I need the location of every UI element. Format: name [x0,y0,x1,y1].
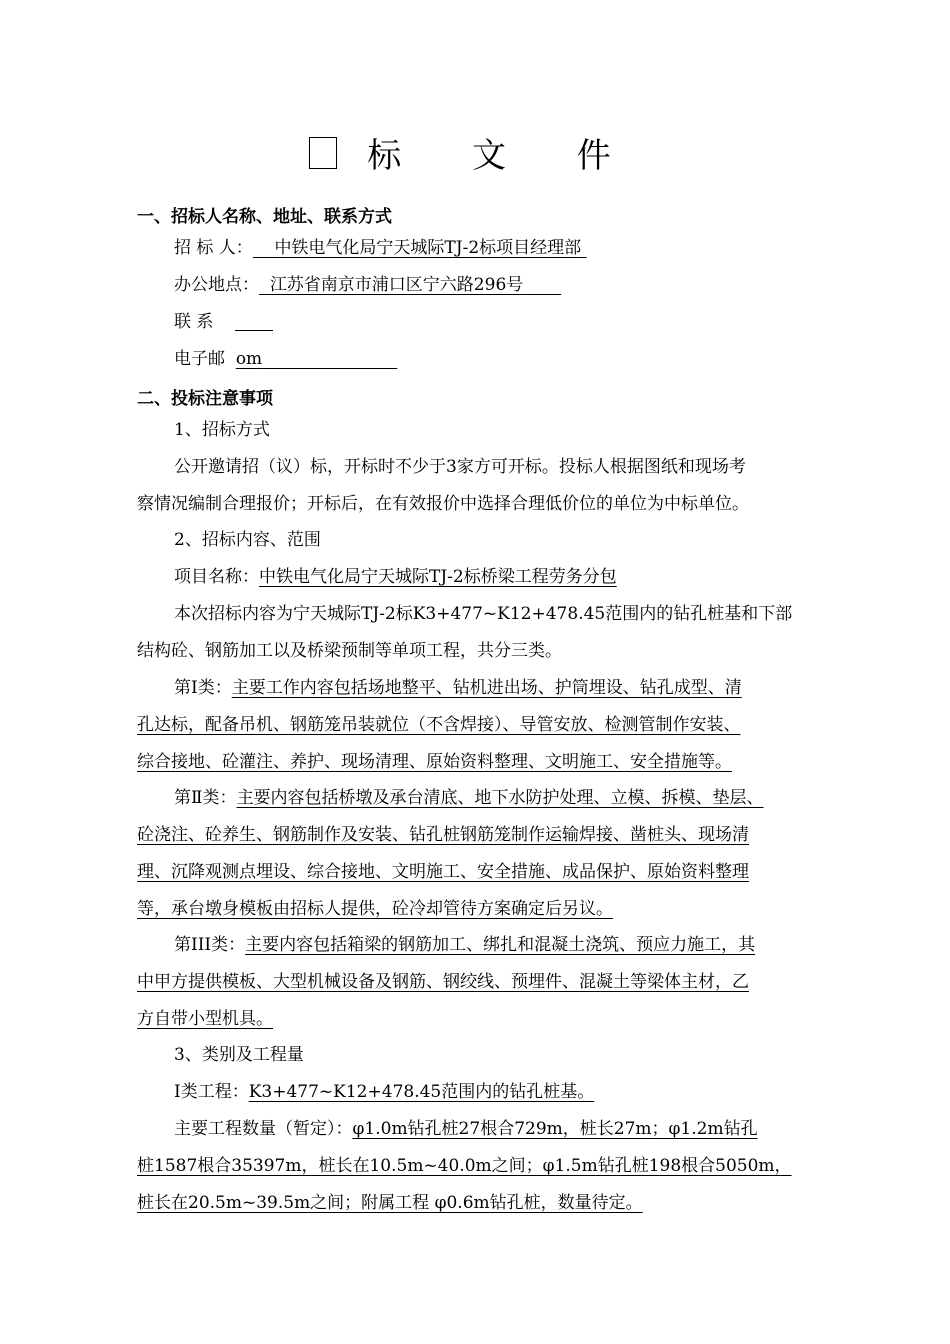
tenderer-value: 中铁电气化局宁天城际TJ-2标项目经理部 [274,238,582,258]
item1-line1: 公开邀请招（议）标，开标时不少于3家方可开标。投标人根据图纸和现场考 [174,457,746,477]
document-title: 标 文 件 [0,128,950,177]
address-value: 江苏省南京市浦口区宁六路296号 [269,275,524,295]
project-value: 中铁电气化局宁天城际TJ-2标桥梁工程劳务分包 [259,567,617,587]
class3-line3: 方自带小型机具。 [137,1009,273,1029]
tenderer-line [137,230,894,267]
class2-line2: 砼浇注、砼养生、钢筋制作及安装、钻孔桩钢筋笼制作运输焊接、凿桩头、现场清 [137,825,749,845]
address-label: 办公地点： [174,275,259,295]
section2-heading: 二、投标注意事项 [137,389,273,409]
type1-line: I类工程：K3+477~K12+478.45范围内的钻孔桩基。 [174,1082,595,1102]
contact-label: 联 系 [174,312,214,332]
missing-glyph-box [309,137,337,169]
project-line: 项目名称：中铁电气化局宁天城际TJ-2标桥梁工程劳务分包 [174,567,617,587]
class1-line2: 孔达标，配备吊机、钢筋笼吊装就位（不含焊接）、导管安放、检测管制作安装、 [137,715,741,735]
contact-blank [235,312,273,331]
class2-line1: 第Ⅱ类：主要内容包括桥墩及承台清底、地下水防护处理、立模、拆模、垫层、 [174,788,764,808]
class3-line2: 中甲方提供模板、大型机械设备及钢筋、钢绞线、预埋件、混凝土等梁体主材，乙 [137,972,749,992]
contact-line [137,304,894,341]
item3-title: 3、类别及工程量 [174,1045,304,1065]
item1-title: 1、招标方式 [174,420,270,440]
class1-line1: 第Ⅰ类：主要工作内容包括场地整平、钻机进出场、护筒埋设、钻孔成型、清 [174,678,742,698]
item2-title: 2、招标内容、范围 [174,530,321,550]
class2-line3: 理、沉降观测点埋设、综合接地、文明施工、安全措施、成品保护、原始资料整理 [137,862,749,882]
email-line [137,341,894,378]
qty-line3: 桩长在20.5m~39.5m之间；附属工程 φ0.6m钻孔桩，数量待定。 [137,1193,643,1213]
tenderer-label: 招 标 人： [174,238,253,258]
item1-line2: 察情况编制合理报价；开标后，在有效报价中选择合理低价位的单位为中标单位。 [137,494,749,514]
email-label: 电子邮 [174,349,225,369]
section1-heading: 一、招标人名称、地址、联系方式 [137,207,392,227]
class3-line1: 第III类：主要内容包括箱梁的钢筋加工、绑扎和混凝土浇筑、预应力施工，其 [174,935,756,955]
class1-line3: 综合接地、砼灌注、养护、现场清理、原始资料整理、文明施工、安全措施等。 [137,752,732,772]
email-value: om [235,349,263,369]
qty-line2: 桩1587根合35397m，桩长在10.5m~40.0m之间；φ1.5m钻孔桩198根合5050m， [137,1156,792,1176]
scope-line2: 结构砼、钢筋加工以及桥梁预制等单项工程，共分三类。 [137,641,562,661]
scope-line1: 本次招标内容为宁天城际TJ-2标K3+477~K12+478.45范围内的钻孔桩基和下部 [174,604,793,624]
class2-line4: 等，承台墩身模板由招标人提供，砼冷却管待方案确定后另议。 [137,899,613,919]
qty-line1: 主要工程数量（暂定）：φ1.0m钻孔桩27根合729m，桩长27m；φ1.2m钻孔 [174,1119,758,1139]
address-line [137,267,894,304]
